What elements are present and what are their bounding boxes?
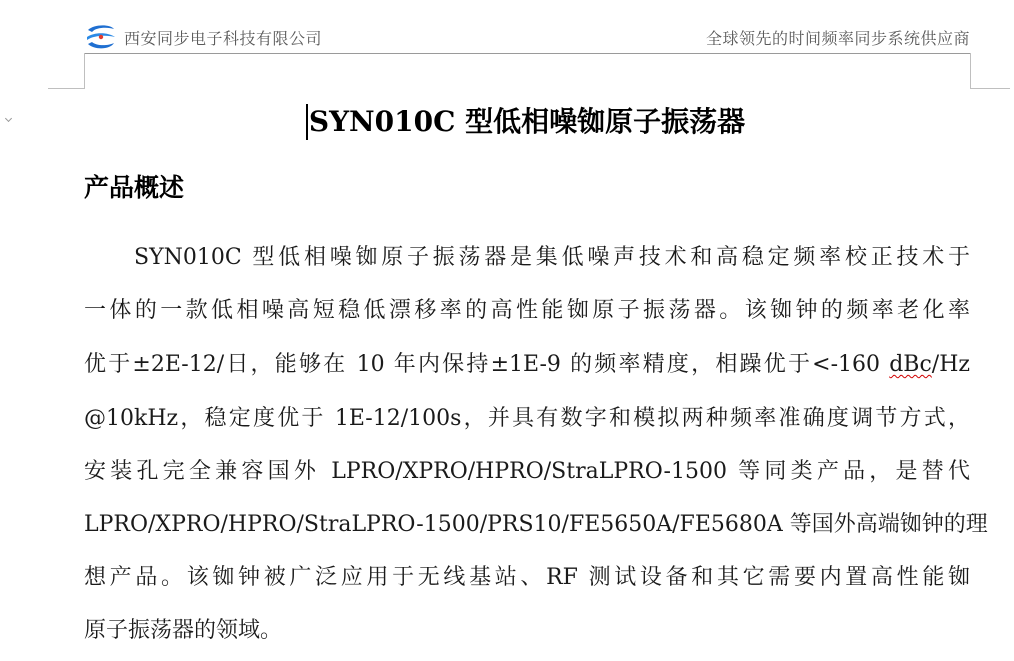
- paragraph-line-4[interactable]: @10kHz，稳定度优于 1E-12/100s，并具有数字和模拟两种频率准确度调节方式，: [84, 406, 970, 431]
- paragraph-line-6[interactable]: LPRO/XPRO/HPRO/StraLPRO-1500/PRS10/FE5650A/FE5680A 等国外高端铷钟的理: [84, 512, 988, 537]
- paragraph-line-5[interactable]: 安装孔完全兼容国外 LPRO/XPRO/HPRO/StraLPRO-1500 等同类产品，是替代: [84, 459, 970, 484]
- paragraph-line-3-text: 优于±2E-12/日，能够在 10 年内保持±1E-9 的频率精度，相躁优于<-160: [84, 352, 890, 377]
- margin-corner-mark-left-vertical: [84, 53, 85, 89]
- paragraph-line-2[interactable]: 一体的一款低相噪高短稳低漂移率的高性能铷原子振荡器。该铷钟的频率老化率: [84, 298, 970, 323]
- paragraph-line-3-tail: /Hz: [931, 352, 970, 377]
- margin-corner-mark-right-vertical: [970, 53, 971, 89]
- spellcheck-flagged-word[interactable]: dBc: [889, 352, 932, 377]
- company-slogan: 全球领先的时间频率同步系统供应商: [705, 29, 970, 48]
- text-cursor: [306, 104, 308, 140]
- paragraph-line-8[interactable]: 原子振荡器的领域。: [84, 618, 283, 643]
- paragraph-line-7[interactable]: 想产品。该铷钟被广泛应用于无线基站、RF 测试设备和其它需要内置高性能铷: [84, 565, 970, 590]
- margin-tick-icon: [5, 115, 12, 122]
- margin-corner-mark-left-horizontal: [48, 88, 85, 89]
- section-heading[interactable]: 产品概述: [84, 173, 185, 202]
- document-title[interactable]: SYN010C 型低相噪铷原子振荡器: [308, 105, 746, 138]
- margin-corner-mark-right-horizontal: [970, 88, 1010, 89]
- company-name: 西安同步电子科技有限公司: [124, 29, 323, 48]
- paragraph-line-1[interactable]: SYN010C 型低相噪铷原子振荡器是集低噪声技术和高稳定频率校正技术于: [134, 245, 970, 270]
- company-logo-icon: [84, 24, 118, 50]
- paragraph-line-3[interactable]: [84, 350, 970, 380]
- header-divider: [84, 53, 970, 54]
- page-header: [84, 22, 970, 52]
